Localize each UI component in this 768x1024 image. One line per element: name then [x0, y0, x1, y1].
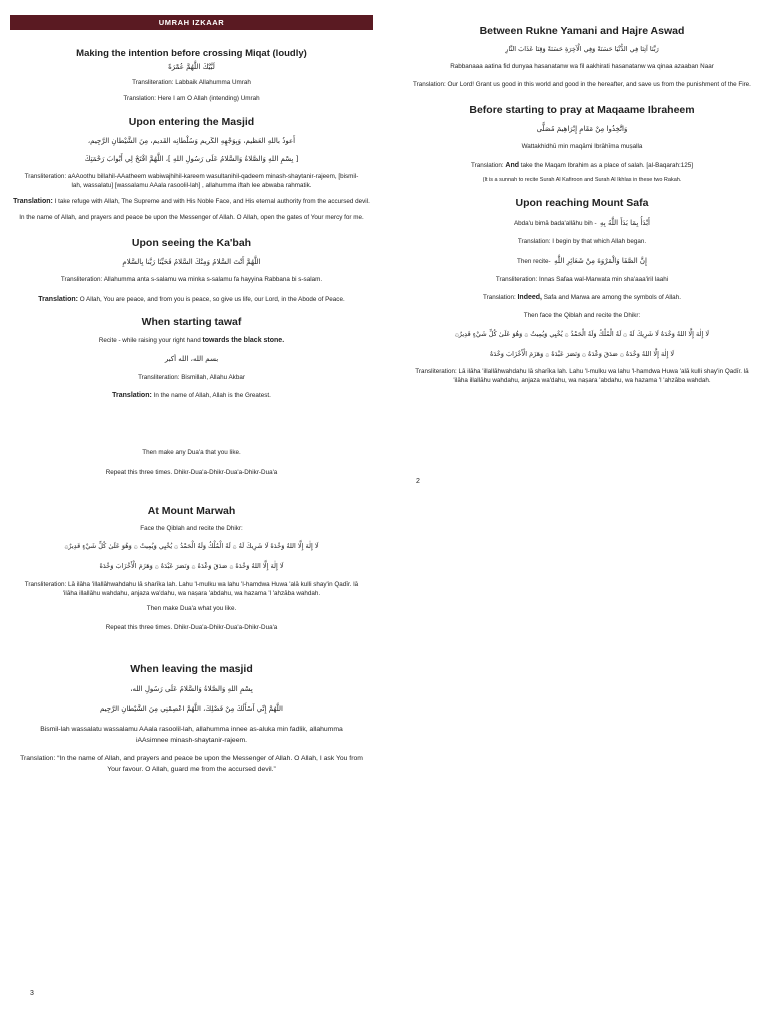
translation-rukne-yamani: Translation: Our Lord! Grant us good in this world and good in the hereafter, and save us from the punishment of the Fire. [413, 81, 751, 88]
translit-safa: Transliteration: Innas Safaa wal-Marwata min sha'aaa'iril laahi [495, 276, 669, 283]
heading-kabah: Upon seeing the Ka'bah [131, 237, 252, 249]
section-maqam-ibraheem [402, 103, 762, 186]
left-page [10, 0, 373, 775]
then-dua-marwah: Then make Dua'a what you like. [146, 605, 237, 612]
section-dua-repeat [10, 447, 373, 479]
translation-entering: I take refuge with Allah, The Supreme and with His Noble Face, and His eternal authority from the accursed devil. In the name of Allah, and prayers and peace be upon the Messenger of Allah. O Allah, open the gates of Your mercy for me. [19, 198, 370, 221]
heading-marwah: At Mount Marwah [147, 505, 236, 517]
section-tawaf [10, 315, 373, 402]
then-recite-text: Then recite- [517, 258, 551, 265]
arabic-entering-1: أَعوذُ باللهِ العَظيم، وَبِوَجْهِهِ الكَريم وَسُلْطانِه القَديم، مِنَ الشَّيْطانِ الرَّجِيم، [87, 137, 296, 145]
translit-abda: Abda'u bimā bada'allāhu bih - [513, 220, 597, 227]
heading-leaving-masjid: When leaving the masjid [130, 663, 253, 675]
arabic-maqam: وَاتَّخِذُوا مِنْ مَقَامِ إِبْرَاهِيمَ مُصَلًّى [536, 125, 628, 133]
section-leaving-masjid [10, 662, 373, 775]
translit-leaving: Bismil-lah wassalatu wassalamu AAala rasoolil-lah, allahumma innee as-aluka min fadlik, allahumma iAAsimnee minash-shaytanir-rajeem. [40, 726, 343, 744]
translation-label: Translation: [38, 296, 78, 303]
section-miqat [10, 47, 373, 105]
translation-kabah: O Allah, You are peace, and from you is peace, so give us life, our Lord, in the Abode of Peace. [77, 296, 345, 303]
sunnah-note: (It is a sunnah to recite Surah Al Kafiroon and Surah Al Ikhlas in these two Rakah. [482, 177, 682, 183]
arabic-safa-2: لَا إِلٰهَ إِلَّا اللهُ وَحْدَهُ ۞ صَدَقَ وَعْدَهُ ۞ وَنَصَرَ عَبْدَهُ ۞ وَهَزَمَ الْأَحْزَابَ وَحْدَهُ [489, 350, 675, 358]
heading-entering-masjid: Upon entering the Masjid [128, 116, 255, 128]
repeat-marwah: Repeat this three times. Dhikr-Dua'a-Dhikr-Dua'a-Dhikr-Dua'a [105, 624, 278, 631]
translit-miqat: Transliteration: Labbaik Allahumma Umrah [132, 79, 251, 86]
translit-kabah: Transliteration: Allahumma anta s-salamu wa minka s-salamu fa hayyina Rabbana bi s-salam. [60, 276, 323, 283]
then-dua-text: Then make any Dua'a that you like. [142, 449, 241, 456]
section-entering-masjid [10, 115, 373, 226]
translation-bold-and: And [505, 162, 520, 169]
translation-miqat: Translation: Here I am O Allah (intending) Umrah [123, 95, 260, 102]
section-safa [402, 196, 762, 385]
translation-label: Translation: [112, 392, 152, 399]
translation-bold-indeed: Indeed, [517, 294, 542, 301]
translation-label: Translation: [13, 198, 53, 205]
arabic-abda: أَبْدَأُ بِمَا بَدَأَ اللَّهُ بِهِ [600, 219, 651, 227]
face-qiblah-safa: Then face the Qiblah and recite the Dhikr: [523, 312, 641, 319]
section-kabah [10, 236, 373, 307]
heading-miqat: Making the intention before crossing Miqat (loudly) [76, 48, 307, 59]
translation-safa: Safa and Marwa are among the symbols of Allah. [541, 294, 681, 301]
arabic-miqat: لَبَّيْكَ اللَّهُمَّ عُمْرَةً [168, 63, 215, 71]
translit-marwah: Transliteration: Lā ilāha 'illallāhwahdahu lā sharīka lah. Lahu 'l-mulku wa lahu 'l-hamdwa Huwa 'alā kulli shay'in Qadīr. lā 'ilāha illallāhu wahdahu, anjaza wa'dahu, wa naṣara 'abdahu, wa hazama 'l 'ahzāba wahdah. [24, 581, 359, 597]
arabic-rukne-yamani: رَبَّنَا آتِنَا فِي الدُّنْيَا حَسَنَةً وَفِي الْآخِرَةِ حَسَنَةً وَقِنَا عَذَابَ النَّارِ [505, 45, 659, 53]
section-rukne-yamani [402, 24, 762, 93]
translit-safa-dhikr: Transliteration: Lā ilāha 'illallāhwahdahu lā sharīka lah. Lahu 'l-mulku wa lahu 'l-hamdwa Huwa 'alā kulli shay'in Qadīr. lā 'ilāha illallāhu wahdahu, anjaza wa'dahu, wa naṣara 'abdahu, wa hazama 'l 'ahzāba wahdah. [415, 368, 749, 384]
translation-maqam: take the Maqam Ibrahim as a place of salah. [al-Baqarah:125] [519, 162, 693, 169]
face-qiblah-text: Face the Qiblah and recite the Dhikr: [140, 525, 243, 532]
translation-abda: Translation: I begin by that which Allah began. [517, 238, 647, 245]
heading-maqam-ibraheem: Before starting to pray at Maqaame Ibraheem [469, 104, 695, 116]
heading-tawaf: When starting tawaf [141, 316, 242, 328]
page-number-left: 3 [30, 990, 34, 997]
translit-maqam: Wattakhidhū min maqāmi Ibrāhīma muṣalla [521, 143, 643, 150]
translit-rukne-yamani: Rabbanaaa aatina fid dunyaa hasanatanw wa fil aakhirati hasanatanw wa qinaa azaaban Naar [450, 63, 714, 70]
translit-entering: Transliteration: aAAoothu billahil-AAatheem wabiwajhihil-kareem wasultanihil-qadeem minash-shaytanir-rajeem, [bismil-lah, wassalatu] [wassalamu AAala rasoolil-lah] , allahumma iftah lee abwaba rahmatik. [24, 173, 359, 189]
heading-safa: Upon reaching Mount Safa [515, 197, 649, 209]
translation-label: Translation: [471, 162, 506, 169]
section-marwah [10, 504, 373, 634]
heading-rukne-yamani: Between Rukne Yamani and Hajre Aswad [479, 25, 685, 37]
arabic-tawaf: بسم الله، الله أكبر [164, 355, 219, 363]
translit-tawaf: Transliteration: Bismillah, Allahu Akbar [138, 374, 245, 381]
arabic-leaving-1: بِسْمِ اللهِ وَالصَّلاةُ وَالسَّلامُ عَلَى رَسُولِ الله، [130, 685, 253, 693]
translation-label: Translation: [483, 294, 518, 301]
page-number-right: 2 [416, 478, 420, 485]
translation-leaving: Translation: “In the name of Allah, and prayers and peace be upon the Messenger of Allah. O Allah, I ask You from Your favour. O Allah, guard me from the accursed devil.” [20, 755, 363, 773]
right-page [402, 0, 762, 385]
arabic-kabah: اللَّهُمَّ أَنْتَ السَّلامُ وَمِنْكَ السَّلامُ فَحَيِّنَا رَبَّنا بِالسَّلامِ [122, 258, 261, 266]
arabic-leaving-2: اللَّهُمَّ إِنِّي أَسْأَلُكَ مِنْ فَضْلِكَ، اللَّهُمَّ اعْصِمْنِي مِنَ الشَّيْطانِ الرَّجِيم [99, 705, 283, 713]
translation-tawaf: In the name of Allah, Allah is the Greatest. [151, 392, 271, 399]
recite-instruction: Recite - while raising your right hand [98, 337, 203, 344]
recite-instruction-bold: towards the black stone. [202, 337, 285, 344]
arabic-marwah-2: لَا إِلٰهَ إِلَّا اللهُ وَحْدَهُ ۞ صَدَقَ وَعْدَهُ ۞ وَنَصَرَ عَبْدَهُ ۞ وَهَزَمَ الْأَحْزَابَ وَحْدَهُ [99, 562, 284, 570]
arabic-safa-verse: إِنَّ الصَّفَا وَالْمَرْوَةَ مِنْ شَعَائِرِ اللَّهِ [554, 257, 647, 265]
arabic-safa-1: لَا إِلٰهَ إِلَّا اللهُ وَحْدَهُ لَا شَرِيكَ لَهُ ۞ لَهُ الْمُلْكُ وَلَهُ الْحَمْدُ ۞ يُحْيِي وَيُمِيتُ ۞ وَهُوَ عَلَىٰ كُلِّ شَيْءٍ قَدِيرٌ۞ [454, 330, 710, 338]
section-banner: UMRAH IZKAAR [10, 15, 373, 30]
repeat-text: Repeat this three times. Dhikr-Dua'a-Dhikr-Dua'a-Dhikr-Dua'a [105, 469, 278, 476]
arabic-entering-2: [ بِسْمِ اللهِ وَالصَّلاةُ وَالسَّلامُ عَلَى رَسُولِ اللهِ ]، اللَّهُمَّ افْتَحْ لِي أَبْوابَ رَحْمَتِكَ [84, 155, 299, 163]
arabic-marwah-1: لَا إِلٰهَ إِلَّا اللهُ وَحْدَهُ لَا شَرِيكَ لَهُ ۞ لَهُ الْمُلْكُ وَلَهُ الْحَمْدُ ۞ يُحْيِي وَيُمِيتُ ۞ وَهُوَ عَلَىٰ كُلِّ شَيْءٍ قَدِيرٌ۞ [64, 542, 319, 550]
